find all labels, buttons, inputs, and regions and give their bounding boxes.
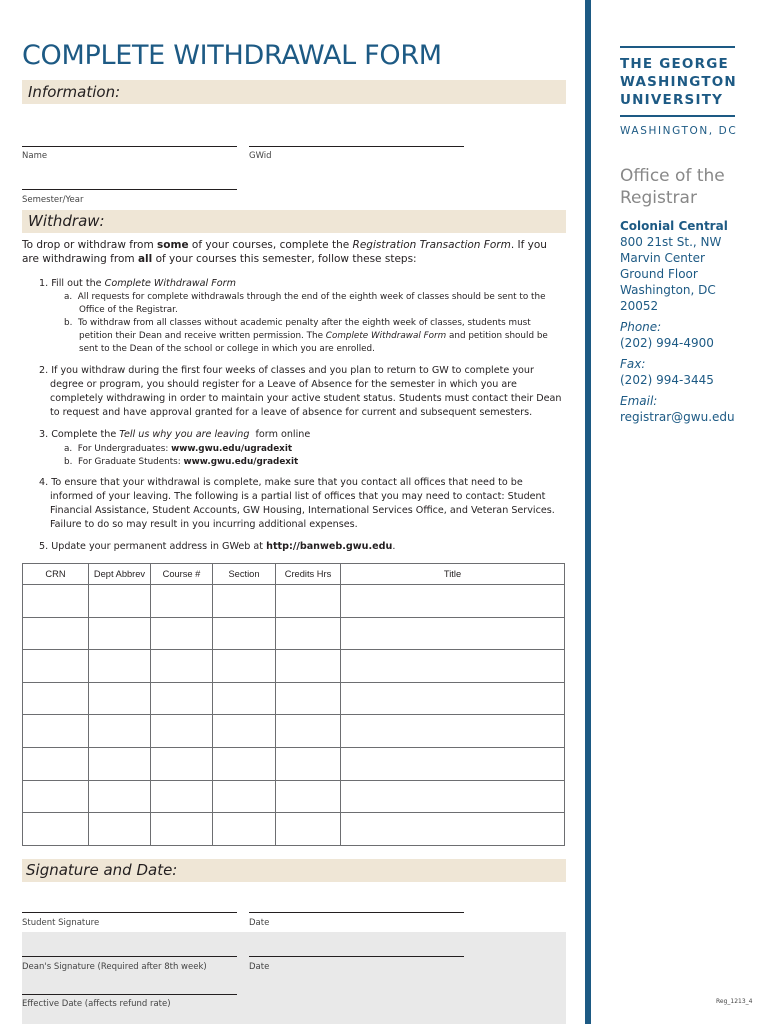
cell-section[interactable] — [213, 747, 276, 780]
fax-number: (202) 994-3445 — [620, 373, 714, 387]
effective-date-label: Effective Date (affects refund rate) — [22, 999, 171, 1009]
withdraw-intro — [22, 238, 562, 266]
cell-course-number[interactable] — [151, 715, 213, 748]
table-row — [23, 813, 565, 846]
step-3 — [39, 428, 564, 442]
text-run: www.gwu.edu/ugradexit — [171, 444, 293, 454]
col-header-dept-abbrev: Dept Abbrev — [89, 564, 151, 585]
cell-crn[interactable] — [23, 780, 89, 813]
cell-course-number[interactable] — [151, 682, 213, 715]
cell-course-number[interactable] — [151, 747, 213, 780]
cell-credits-hrs[interactable] — [276, 747, 341, 780]
deans-date-line[interactable] — [249, 956, 464, 957]
col-header-course-number: Course # — [151, 564, 213, 585]
form-code: Reg_1213_4 — [716, 998, 753, 1005]
cell-section[interactable] — [213, 813, 276, 846]
table-row — [23, 747, 565, 780]
text-run: b. For Graduate Students: — [64, 457, 184, 467]
text-run: of your courses this semester, follow these steps: — [152, 253, 417, 265]
university-logo — [620, 46, 738, 137]
contact-block — [620, 218, 760, 425]
cell-dept-abbrev[interactable] — [89, 813, 151, 846]
step-3-b — [64, 456, 564, 469]
col-header-credits-hrs: Credits Hrs — [276, 564, 341, 585]
gwid-field-line[interactable] — [249, 146, 464, 147]
cell-section[interactable] — [213, 780, 276, 813]
logo-line-3: UNIVERSITY — [620, 92, 724, 108]
name-field-line[interactable] — [22, 146, 237, 147]
cell-credits-hrs[interactable] — [276, 715, 341, 748]
cell-title[interactable] — [341, 585, 565, 618]
text-run: Complete Withdrawal Form — [104, 278, 236, 289]
step-1 — [39, 277, 564, 291]
cell-credits-hrs[interactable] — [276, 617, 341, 650]
table-row — [23, 682, 565, 715]
semester-year-label: Semester/Year — [22, 195, 84, 205]
deans-signature-box — [22, 932, 566, 1024]
cell-crn[interactable] — [23, 747, 89, 780]
cell-dept-abbrev[interactable] — [89, 715, 151, 748]
address-line-4: Washington, DC — [620, 283, 716, 297]
table-row — [23, 617, 565, 650]
step-1-b — [64, 317, 564, 356]
logo-location: WASHINGTON, DC — [620, 125, 738, 137]
cell-dept-abbrev[interactable] — [89, 617, 151, 650]
cell-crn[interactable] — [23, 715, 89, 748]
address-line-1: 800 21st St., NW — [620, 235, 722, 249]
text-run: Tell us why you are leaving — [119, 429, 250, 440]
cell-title[interactable] — [341, 682, 565, 715]
address-line-3: Ground Floor — [620, 267, 698, 281]
gwid-label: GWid — [249, 151, 272, 161]
student-signature-line[interactable] — [22, 912, 237, 913]
cell-dept-abbrev[interactable] — [89, 585, 151, 618]
text-run: all — [137, 253, 153, 265]
cell-section[interactable] — [213, 682, 276, 715]
withdraw-heading: Withdraw: — [22, 210, 566, 233]
text-run: some — [157, 239, 189, 251]
cell-course-number[interactable] — [151, 650, 213, 683]
email-link[interactable]: registrar@gwu.edu — [620, 410, 735, 424]
table-row — [23, 780, 565, 813]
address-line-2: Marvin Center — [620, 251, 705, 265]
cell-title[interactable] — [341, 813, 565, 846]
text-run: 5. Update your permanent address in GWeb at — [39, 541, 267, 552]
page-title: COMPLETE WITHDRAWAL FORM — [22, 40, 442, 71]
cell-course-number[interactable] — [151, 585, 213, 618]
col-header-section: Section — [213, 564, 276, 585]
cell-title[interactable] — [341, 747, 565, 780]
cell-section[interactable] — [213, 617, 276, 650]
cell-dept-abbrev[interactable] — [89, 682, 151, 715]
signature-heading: Signature and Date: — [22, 859, 566, 882]
cell-crn[interactable] — [23, 650, 89, 683]
text-run: and petition should be sent to the Dean of the school or college in which you are enrolled. — [79, 331, 548, 354]
student-signature-label: Student Signature — [22, 918, 100, 928]
text-run: . If you are withdrawing from — [22, 239, 547, 265]
cell-title[interactable] — [341, 617, 565, 650]
information-heading: Information: — [22, 80, 566, 104]
text-run: of your courses, complete the — [188, 239, 353, 251]
cell-crn[interactable] — [23, 682, 89, 715]
cell-section[interactable] — [213, 585, 276, 618]
step-4: 4. To ensure that your withdrawal is complete, make sure that you contact all offices that need to be informed of your leaving. The following is a partial list of offices that you may need to contact: Student Financial Assistance, Student Accounts, GW Housing, International Services Office, and Veteran Services. Failure to do so may result in you incurring additional expenses. — [39, 477, 555, 530]
text-run: http://banweb.gwu.edu — [266, 541, 393, 552]
text-run: Complete Withdrawal Form — [325, 331, 447, 341]
cell-credits-hrs[interactable] — [276, 650, 341, 683]
text-run: form online — [249, 429, 311, 440]
cell-dept-abbrev[interactable] — [89, 747, 151, 780]
table-row — [23, 585, 565, 618]
cell-course-number[interactable] — [151, 813, 213, 846]
deans-date-label: Date — [249, 962, 270, 972]
phone-number: (202) 994-4900 — [620, 336, 714, 350]
semester-year-field-line[interactable] — [22, 189, 237, 190]
col-header-title: Title — [341, 564, 565, 585]
col-header-crn: CRN — [23, 564, 89, 585]
cell-crn[interactable] — [23, 813, 89, 846]
cell-course-number[interactable] — [151, 617, 213, 650]
text-run: www.gwu.edu/gradexit — [183, 457, 299, 467]
text-run: 3. Complete the — [39, 429, 120, 440]
cell-dept-abbrev[interactable] — [89, 650, 151, 683]
cell-title[interactable] — [341, 715, 565, 748]
cell-course-number[interactable] — [151, 780, 213, 813]
step-3-a — [64, 443, 564, 456]
name-label: Name — [22, 151, 48, 161]
step-1-a: a. All requests for complete withdrawals through the end of the eighth week of classes should be sent to the Office of the Registrar. — [64, 292, 546, 315]
phone-label: Phone: — [620, 320, 662, 334]
cell-credits-hrs[interactable] — [276, 585, 341, 618]
logo-line-2: WASHINGTON — [620, 74, 737, 90]
cell-crn[interactable] — [23, 617, 89, 650]
cell-title[interactable] — [341, 650, 565, 683]
office-title: Office of the Registrar — [620, 166, 725, 208]
office-name: Colonial Central — [620, 219, 728, 233]
text-run: b. To withdraw from all classes without academic penalty after the eighth week of classes, students must petition their Dean and receive written permission. The — [64, 318, 531, 341]
student-date-line[interactable] — [249, 912, 464, 913]
fax-label: Fax: — [620, 357, 646, 371]
vertical-brand-rule — [585, 0, 591, 1024]
deans-signature-label: Dean's Signature (Required after 8th week) — [22, 962, 207, 972]
cell-credits-hrs[interactable] — [276, 682, 341, 715]
text-run: Registration Transaction Form — [352, 239, 511, 251]
table-row — [23, 650, 565, 683]
step-2: 2. If you withdraw during the first four weeks of classes and you plan to return to GW to complete your degree or program, you should register for a Leave of Absence for the semester in which you are completely withdrawing in order to maintain your active student status. Students must contact their Dean to request and have approval granted for a leave of absence for current and subsequent semesters. — [39, 365, 562, 418]
deans-signature-line[interactable] — [22, 956, 237, 957]
table-header-row — [23, 564, 565, 585]
logo-line-1: THE GEORGE — [620, 56, 729, 72]
table-row — [23, 715, 565, 748]
text-run: To drop or withdraw from — [22, 239, 158, 251]
cell-credits-hrs[interactable] — [276, 780, 341, 813]
cell-title[interactable] — [341, 780, 565, 813]
text-run: 1. Fill out the — [39, 278, 105, 289]
step-5 — [39, 540, 564, 554]
email-label: Email: — [620, 394, 658, 408]
student-date-label: Date — [249, 918, 270, 928]
logo-bottom-rule — [620, 115, 735, 117]
effective-date-line[interactable] — [22, 994, 237, 995]
cell-section[interactable] — [213, 715, 276, 748]
cell-crn[interactable] — [23, 585, 89, 618]
text-run: . — [392, 541, 396, 552]
cell-section[interactable] — [213, 650, 276, 683]
text-run: a. For Undergraduates: — [64, 444, 172, 454]
cell-credits-hrs[interactable] — [276, 813, 341, 846]
address-line-5: 20052 — [620, 299, 659, 313]
cell-dept-abbrev[interactable] — [89, 780, 151, 813]
course-table — [22, 563, 565, 846]
